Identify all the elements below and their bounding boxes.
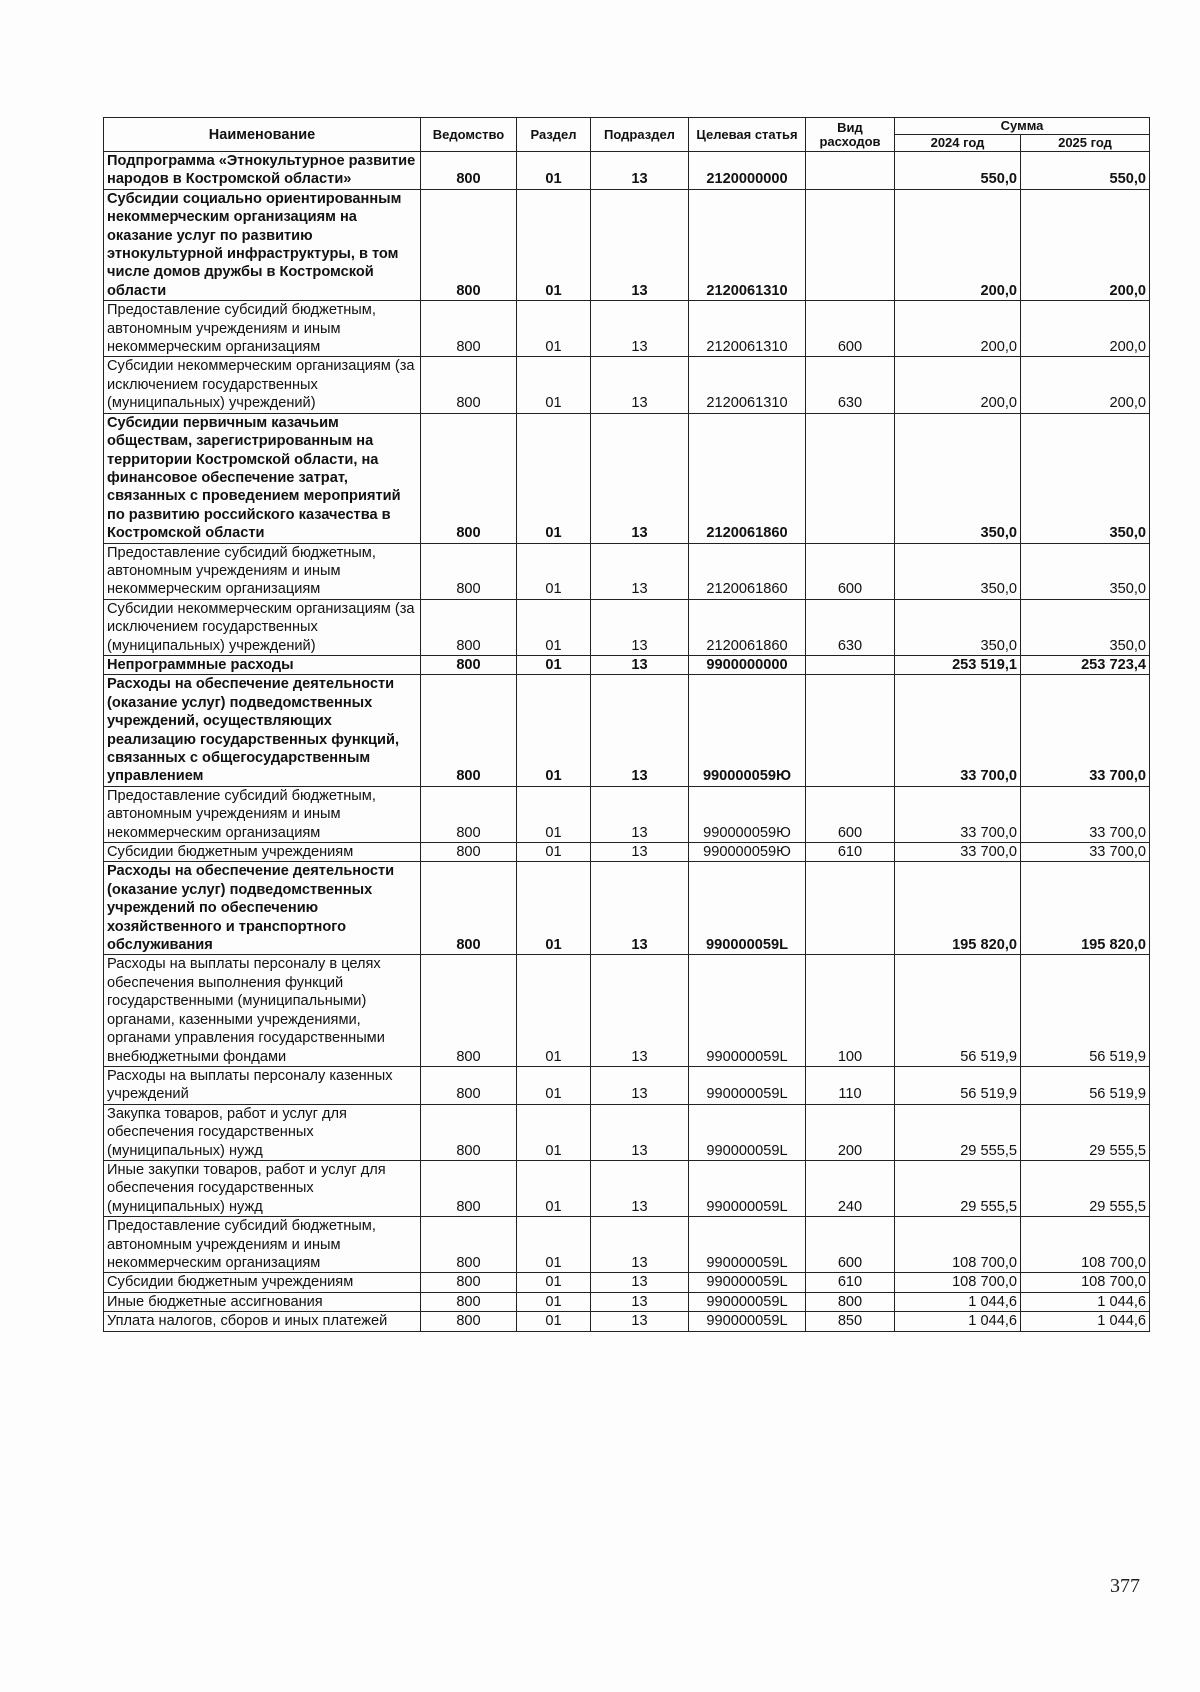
cell-vedomstvo: 800 (421, 1273, 517, 1292)
cell-razdel: 01 (517, 189, 591, 300)
cell-name: Субсидии социально ориентированным некоммерческим организациям на оказание услуг по развитию этнокультурной инфраструктуры, в том числе домов дружбы в Костромской области (104, 189, 421, 300)
cell-tselevaya-statya: 990000059Ю (689, 786, 806, 842)
cell-tselevaya-statya: 9900000000 (689, 655, 806, 674)
cell-podrazdel: 13 (591, 413, 689, 543)
cell-name: Закупка товаров, работ и услуг для обеспечения государственных (муниципальных) нужд (104, 1104, 421, 1160)
cell-sum-2025: 195 820,0 (1021, 862, 1150, 955)
cell-tselevaya-statya: 990000059L (689, 1312, 806, 1331)
cell-tselevaya-statya: 2120061310 (689, 189, 806, 300)
cell-podrazdel: 13 (591, 1160, 689, 1216)
cell-sum-2024: 56 519,9 (895, 955, 1021, 1066)
cell-vedomstvo: 800 (421, 1160, 517, 1216)
cell-podrazdel: 13 (591, 1273, 689, 1292)
table-row (104, 1217, 1150, 1273)
header-vid-raskhodov: Вид расходов (806, 118, 895, 152)
header-name: Наименование (104, 118, 421, 152)
cell-vid-raskhodov: 610 (806, 1273, 895, 1292)
cell-sum-2025: 253 723,4 (1021, 655, 1150, 674)
cell-vedomstvo: 800 (421, 599, 517, 655)
cell-tselevaya-statya: 2120061860 (689, 413, 806, 543)
cell-vid-raskhodov (806, 152, 895, 190)
cell-vid-raskhodov: 800 (806, 1292, 895, 1311)
table-row (104, 413, 1150, 543)
cell-podrazdel: 13 (591, 675, 689, 786)
cell-podrazdel: 13 (591, 189, 689, 300)
cell-tselevaya-statya: 990000059L (689, 1217, 806, 1273)
cell-sum-2025: 56 519,9 (1021, 955, 1150, 1066)
cell-sum-2025: 350,0 (1021, 413, 1150, 543)
cell-razdel: 01 (517, 1292, 591, 1311)
cell-name: Иные бюджетные ассигнования (104, 1292, 421, 1311)
cell-vedomstvo: 800 (421, 1312, 517, 1331)
table-row (104, 1066, 1150, 1104)
cell-vid-raskhodov: 240 (806, 1160, 895, 1216)
cell-vedomstvo: 800 (421, 357, 517, 413)
cell-sum-2025: 33 700,0 (1021, 843, 1150, 862)
table-row (104, 1160, 1150, 1216)
cell-sum-2025: 350,0 (1021, 543, 1150, 599)
cell-podrazdel: 13 (591, 152, 689, 190)
cell-sum-2025: 108 700,0 (1021, 1217, 1150, 1273)
cell-vid-raskhodov: 600 (806, 786, 895, 842)
cell-podrazdel: 13 (591, 543, 689, 599)
cell-podrazdel: 13 (591, 599, 689, 655)
cell-sum-2024: 56 519,9 (895, 1066, 1021, 1104)
cell-vid-raskhodov (806, 655, 895, 674)
cell-razdel: 01 (517, 357, 591, 413)
cell-name: Расходы на выплаты персоналу казенных учреждений (104, 1066, 421, 1104)
cell-podrazdel: 13 (591, 357, 689, 413)
table-row (104, 955, 1150, 1066)
cell-name: Непрограммные расходы (104, 655, 421, 674)
cell-vedomstvo: 800 (421, 413, 517, 543)
cell-vedomstvo: 800 (421, 675, 517, 786)
budget-table (103, 117, 1150, 1332)
cell-sum-2024: 1 044,6 (895, 1312, 1021, 1331)
cell-sum-2024: 550,0 (895, 152, 1021, 190)
table-row (104, 301, 1150, 357)
cell-sum-2025: 550,0 (1021, 152, 1150, 190)
cell-vedomstvo: 800 (421, 862, 517, 955)
cell-podrazdel: 13 (591, 786, 689, 842)
cell-razdel: 01 (517, 955, 591, 1066)
cell-vid-raskhodov: 610 (806, 843, 895, 862)
cell-vedomstvo: 800 (421, 786, 517, 842)
cell-name: Расходы на выплаты персоналу в целях обеспечения выполнения функций государственными (муниципальными) органами, казенными учреждениями, органами управления государственными внебюджетными фондами (104, 955, 421, 1066)
cell-vedomstvo: 800 (421, 301, 517, 357)
cell-tselevaya-statya: 990000059L (689, 1066, 806, 1104)
cell-vid-raskhodov: 600 (806, 1217, 895, 1273)
table-row (104, 862, 1150, 955)
cell-podrazdel: 13 (591, 655, 689, 674)
table-row (104, 152, 1150, 190)
table-row (104, 599, 1150, 655)
cell-sum-2025: 350,0 (1021, 599, 1150, 655)
cell-razdel: 01 (517, 1104, 591, 1160)
cell-sum-2024: 108 700,0 (895, 1273, 1021, 1292)
cell-vid-raskhodov: 850 (806, 1312, 895, 1331)
cell-vid-raskhodov: 600 (806, 543, 895, 599)
cell-podrazdel: 13 (591, 862, 689, 955)
table-body (104, 152, 1150, 1332)
cell-vedomstvo: 800 (421, 543, 517, 599)
cell-sum-2024: 29 555,5 (895, 1160, 1021, 1216)
header-year-2024: 2024 год (895, 135, 1021, 152)
cell-sum-2025: 56 519,9 (1021, 1066, 1150, 1104)
table-row (104, 1312, 1150, 1331)
cell-sum-2024: 29 555,5 (895, 1104, 1021, 1160)
cell-name: Предоставление субсидий бюджетным, автономным учреждениям и иным некоммерческим организациям (104, 786, 421, 842)
cell-sum-2024: 350,0 (895, 599, 1021, 655)
table-row (104, 1292, 1150, 1311)
cell-name: Субсидии первичным казачьим обществам, зарегистрированным на территории Костромской области, на финансовое обеспечение затрат, связанных с проведением мероприятий по развитию российского казачества в Костромской области (104, 413, 421, 543)
cell-razdel: 01 (517, 1273, 591, 1292)
cell-razdel: 01 (517, 655, 591, 674)
cell-sum-2025: 108 700,0 (1021, 1273, 1150, 1292)
cell-name: Уплата налогов, сборов и иных платежей (104, 1312, 421, 1331)
cell-sum-2025: 1 044,6 (1021, 1312, 1150, 1331)
cell-name: Подпрограмма «Этнокультурное развитие народов в Костромской области» (104, 152, 421, 190)
cell-sum-2024: 33 700,0 (895, 786, 1021, 842)
cell-razdel: 01 (517, 1066, 591, 1104)
cell-sum-2025: 33 700,0 (1021, 786, 1150, 842)
cell-vedomstvo: 800 (421, 189, 517, 300)
cell-podrazdel: 13 (591, 1312, 689, 1331)
cell-sum-2025: 33 700,0 (1021, 675, 1150, 786)
cell-name: Предоставление субсидий бюджетным, автономным учреждениям и иным некоммерческим организациям (104, 301, 421, 357)
cell-razdel: 01 (517, 1217, 591, 1273)
table-header (104, 118, 1150, 152)
cell-razdel: 01 (517, 843, 591, 862)
table-row (104, 1104, 1150, 1160)
table-row (104, 675, 1150, 786)
cell-vid-raskhodov (806, 413, 895, 543)
cell-name: Иные закупки товаров, работ и услуг для обеспечения государственных (муниципальных) нужд (104, 1160, 421, 1216)
cell-vid-raskhodov (806, 675, 895, 786)
cell-tselevaya-statya: 990000059Ю (689, 843, 806, 862)
cell-vedomstvo: 800 (421, 152, 517, 190)
cell-tselevaya-statya: 2120000000 (689, 152, 806, 190)
cell-tselevaya-statya: 2120061310 (689, 301, 806, 357)
cell-sum-2024: 195 820,0 (895, 862, 1021, 955)
cell-name: Расходы на обеспечение деятельности (оказание услуг) подведомственных учреждений по обеспечению хозяйственного и транспортного обслуживания (104, 862, 421, 955)
table-row (104, 189, 1150, 300)
cell-podrazdel: 13 (591, 1292, 689, 1311)
cell-razdel: 01 (517, 543, 591, 599)
cell-vedomstvo: 800 (421, 1104, 517, 1160)
cell-tselevaya-statya: 990000059L (689, 862, 806, 955)
cell-sum-2024: 200,0 (895, 189, 1021, 300)
cell-name: Субсидии некоммерческим организациям (за исключением государственных (муниципальных) учреждений) (104, 357, 421, 413)
cell-razdel: 01 (517, 786, 591, 842)
table-row (104, 357, 1150, 413)
cell-vid-raskhodov: 600 (806, 301, 895, 357)
cell-vedomstvo: 800 (421, 655, 517, 674)
cell-sum-2024: 200,0 (895, 301, 1021, 357)
cell-vid-raskhodov: 100 (806, 955, 895, 1066)
cell-tselevaya-statya: 2120061860 (689, 599, 806, 655)
cell-sum-2025: 200,0 (1021, 301, 1150, 357)
cell-name: Субсидии бюджетным учреждениям (104, 843, 421, 862)
cell-vid-raskhodov: 200 (806, 1104, 895, 1160)
cell-podrazdel: 13 (591, 843, 689, 862)
cell-razdel: 01 (517, 1160, 591, 1216)
cell-name: Субсидии бюджетным учреждениям (104, 1273, 421, 1292)
table-row (104, 655, 1150, 674)
cell-tselevaya-statya: 990000059Ю (689, 675, 806, 786)
cell-vedomstvo: 800 (421, 1292, 517, 1311)
cell-vedomstvo: 800 (421, 1066, 517, 1104)
cell-name: Субсидии некоммерческим организациям (за исключением государственных (муниципальных) учреждений) (104, 599, 421, 655)
cell-razdel: 01 (517, 301, 591, 357)
header-tselevaya-statya: Целевая статья (689, 118, 806, 152)
cell-sum-2024: 253 519,1 (895, 655, 1021, 674)
cell-tselevaya-statya: 990000059L (689, 955, 806, 1066)
header-summa: Сумма (895, 118, 1150, 135)
table-row (104, 786, 1150, 842)
cell-razdel: 01 (517, 862, 591, 955)
table-row (104, 843, 1150, 862)
cell-tselevaya-statya: 990000059L (689, 1273, 806, 1292)
cell-sum-2024: 350,0 (895, 413, 1021, 543)
cell-vedomstvo: 800 (421, 1217, 517, 1273)
header-vedomstvo: Ведомство (421, 118, 517, 152)
cell-sum-2024: 200,0 (895, 357, 1021, 413)
cell-razdel: 01 (517, 152, 591, 190)
table-row (104, 1273, 1150, 1292)
cell-sum-2025: 29 555,5 (1021, 1104, 1150, 1160)
cell-name: Расходы на обеспечение деятельности (оказание услуг) подведомственных учреждений, осуществляющих реализацию государственных функций, связанных с общегосударственным управлением (104, 675, 421, 786)
cell-sum-2025: 1 044,6 (1021, 1292, 1150, 1311)
cell-vid-raskhodov: 630 (806, 599, 895, 655)
cell-vedomstvo: 800 (421, 955, 517, 1066)
header-year-2025: 2025 год (1021, 135, 1150, 152)
cell-tselevaya-statya: 2120061860 (689, 543, 806, 599)
cell-name: Предоставление субсидий бюджетным, автономным учреждениям и иным некоммерческим организациям (104, 543, 421, 599)
cell-podrazdel: 13 (591, 1104, 689, 1160)
cell-vid-raskhodov (806, 189, 895, 300)
header-razdel: Раздел (517, 118, 591, 152)
cell-tselevaya-statya: 990000059L (689, 1292, 806, 1311)
cell-name: Предоставление субсидий бюджетным, автономным учреждениям и иным некоммерческим организациям (104, 1217, 421, 1273)
page-number: 377 (1110, 1575, 1140, 1597)
cell-vid-raskhodov (806, 862, 895, 955)
cell-sum-2024: 1 044,6 (895, 1292, 1021, 1311)
cell-sum-2025: 200,0 (1021, 189, 1150, 300)
cell-sum-2024: 33 700,0 (895, 675, 1021, 786)
cell-vid-raskhodov: 630 (806, 357, 895, 413)
table-row (104, 543, 1150, 599)
cell-tselevaya-statya: 990000059L (689, 1160, 806, 1216)
cell-razdel: 01 (517, 1312, 591, 1331)
cell-podrazdel: 13 (591, 1066, 689, 1104)
cell-podrazdel: 13 (591, 1217, 689, 1273)
cell-sum-2025: 200,0 (1021, 357, 1150, 413)
cell-vid-raskhodov: 110 (806, 1066, 895, 1104)
cell-razdel: 01 (517, 675, 591, 786)
cell-podrazdel: 13 (591, 955, 689, 1066)
cell-razdel: 01 (517, 599, 591, 655)
cell-tselevaya-statya: 990000059L (689, 1104, 806, 1160)
cell-sum-2024: 350,0 (895, 543, 1021, 599)
cell-sum-2025: 29 555,5 (1021, 1160, 1150, 1216)
header-podrazdel: Подраздел (591, 118, 689, 152)
cell-podrazdel: 13 (591, 301, 689, 357)
cell-sum-2024: 33 700,0 (895, 843, 1021, 862)
cell-tselevaya-statya: 2120061310 (689, 357, 806, 413)
cell-vedomstvo: 800 (421, 843, 517, 862)
cell-sum-2024: 108 700,0 (895, 1217, 1021, 1273)
cell-razdel: 01 (517, 413, 591, 543)
